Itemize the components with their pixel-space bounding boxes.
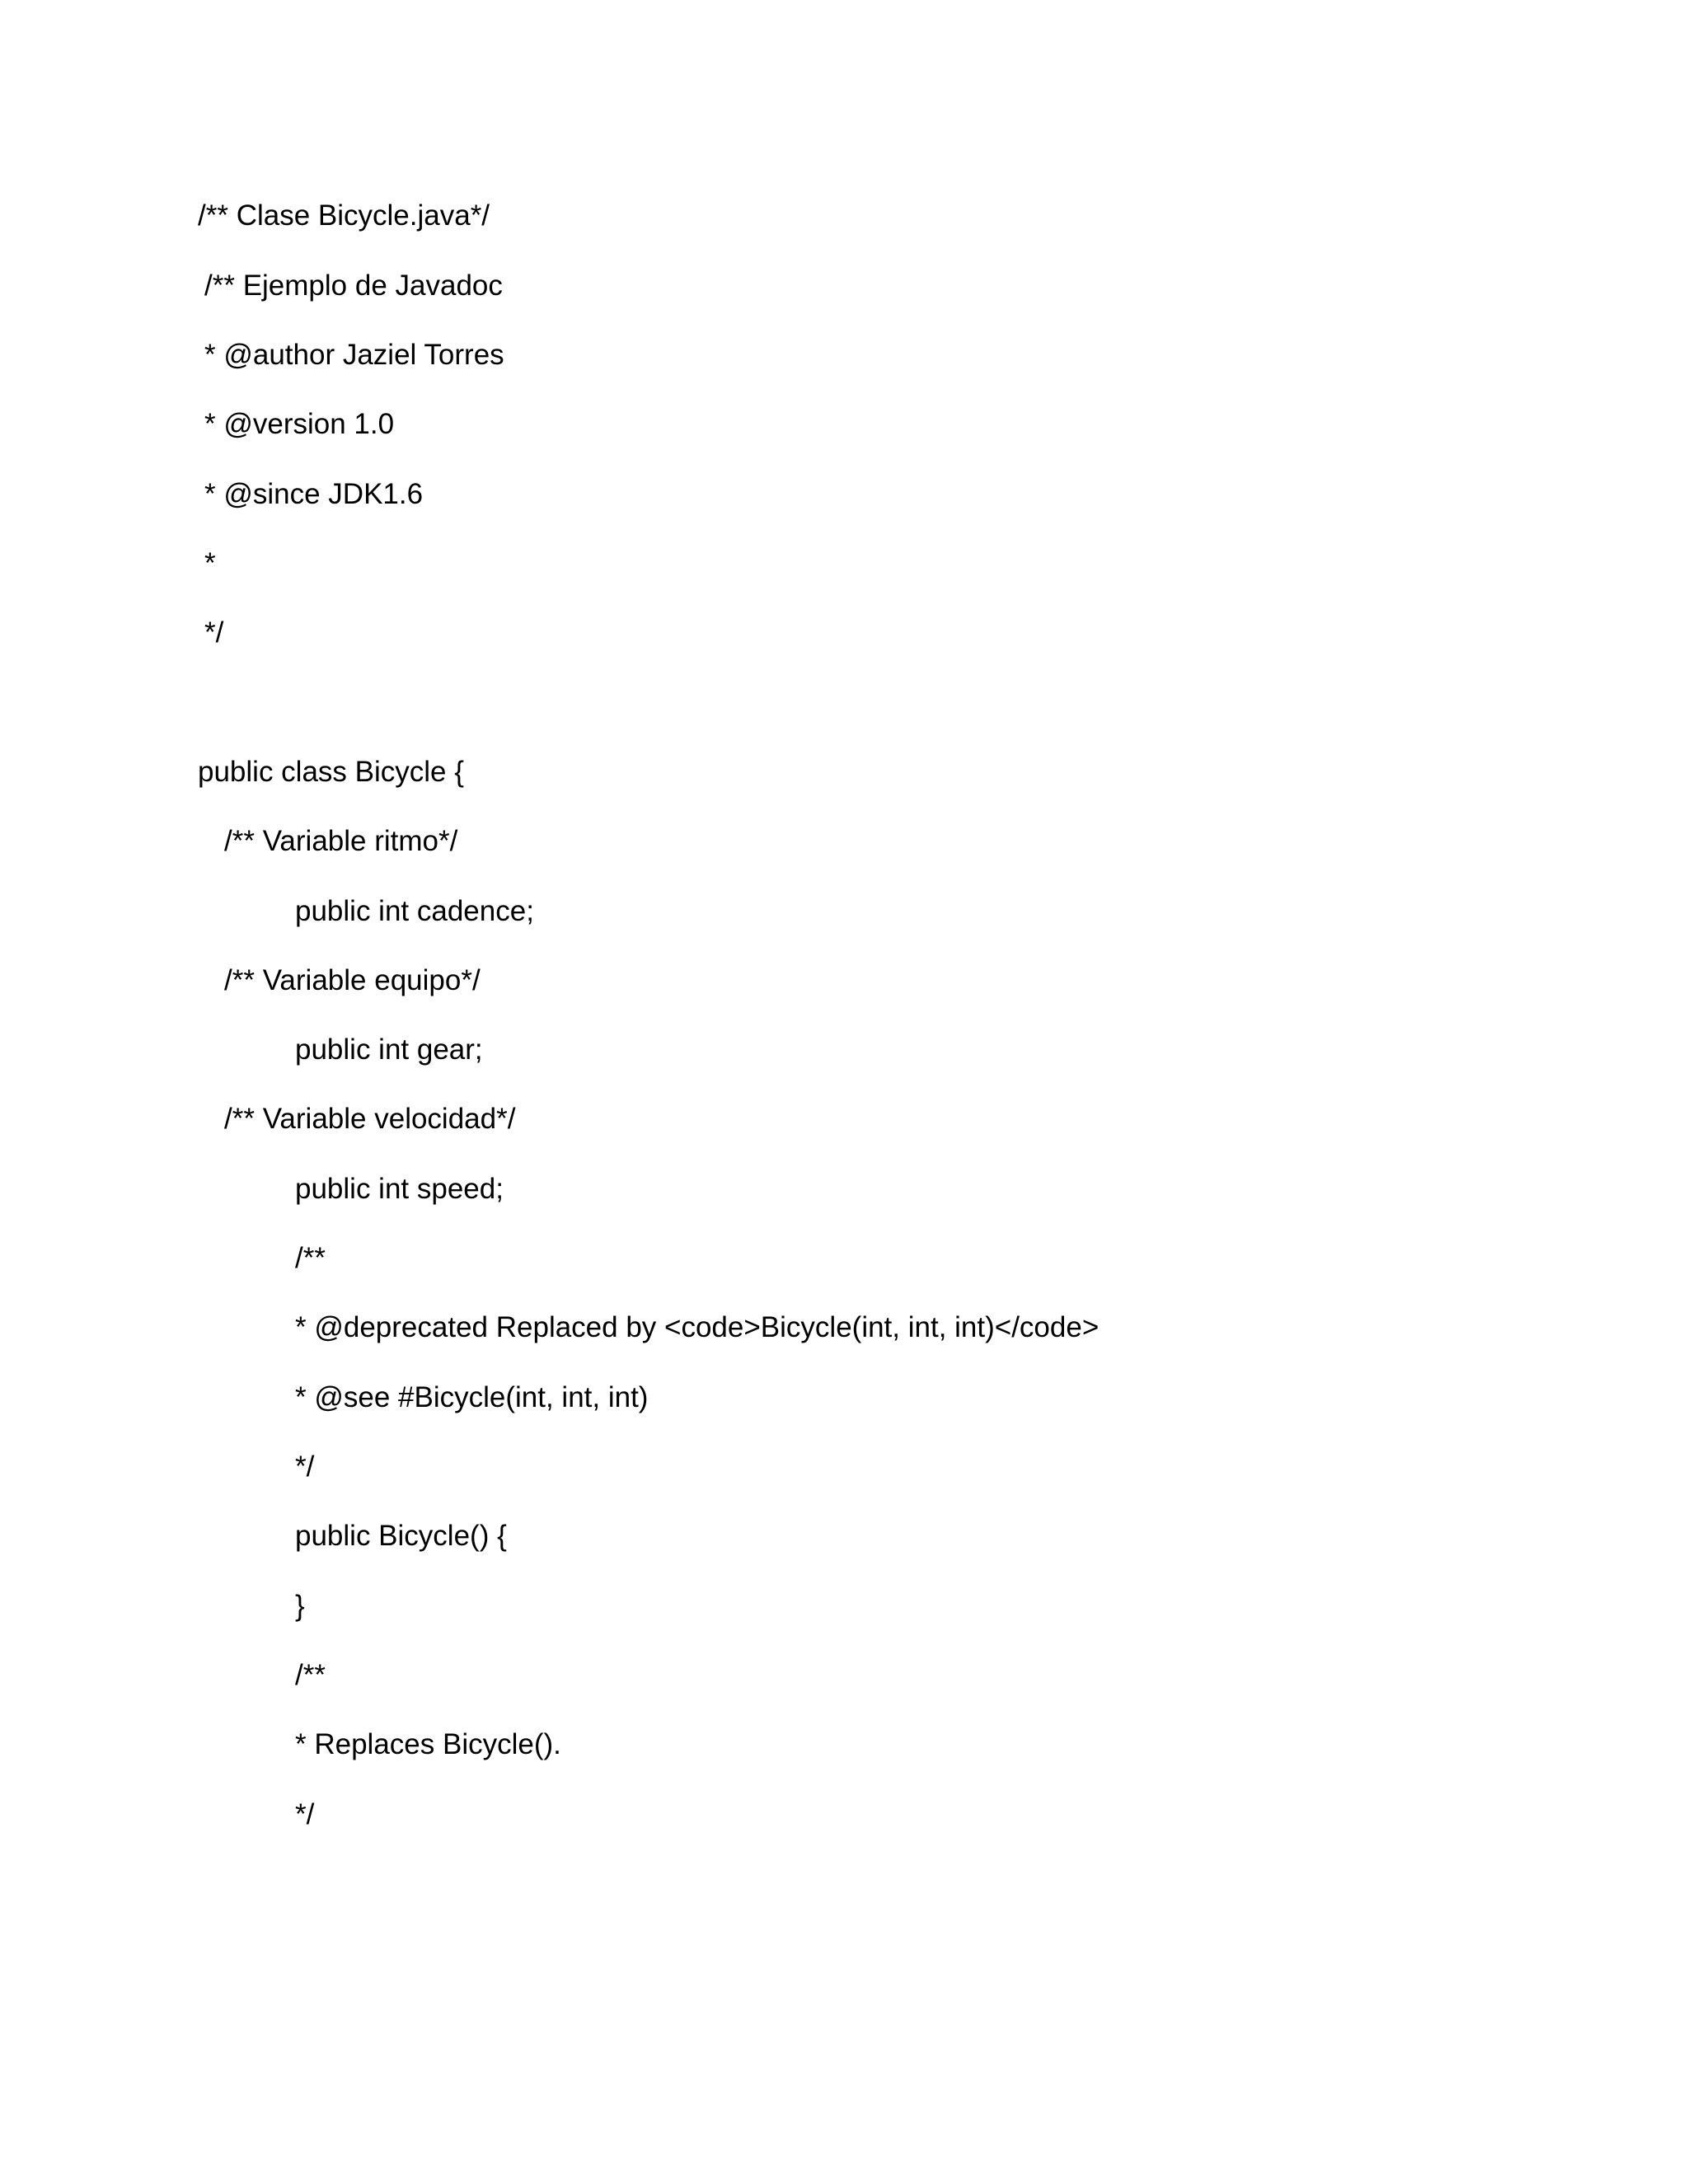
code-line: } xyxy=(295,1590,305,1622)
code-line: * @version 1.0 xyxy=(204,408,395,440)
code-line: public Bicycle() { xyxy=(295,1520,507,1552)
code-line: * Replaces Bicycle(). xyxy=(295,1728,561,1760)
code-line: * @see #Bicycle(int, int, int) xyxy=(295,1381,649,1413)
code-line: /** Ejemplo de Javadoc xyxy=(204,269,503,302)
code-line: /** xyxy=(295,1659,326,1691)
code-line: public int speed; xyxy=(295,1173,504,1205)
code-line: * @since JDK1.6 xyxy=(204,478,424,510)
code-line: public int gear; xyxy=(295,1033,483,1066)
code-line: * @author Jaziel Torres xyxy=(204,339,504,371)
code-line: * @deprecated Replaced by <code>Bicycle(int, int, int)</code> xyxy=(295,1311,1100,1343)
code-line: * xyxy=(204,547,216,579)
code-line: public class Bicycle { xyxy=(198,756,464,788)
code-line: /** xyxy=(295,1242,326,1274)
code-line: /** Clase Bicycle.java*/ xyxy=(198,199,490,232)
code-line: */ xyxy=(204,616,224,649)
code-line: */ xyxy=(295,1798,315,1830)
code-line: */ xyxy=(295,1451,315,1483)
code-line: public int cadence; xyxy=(295,895,534,927)
code-line: /** Variable velocidad*/ xyxy=(224,1103,516,1135)
code-line: /** Variable ritmo*/ xyxy=(224,825,458,857)
code-line: /** Variable equipo*/ xyxy=(224,964,481,996)
